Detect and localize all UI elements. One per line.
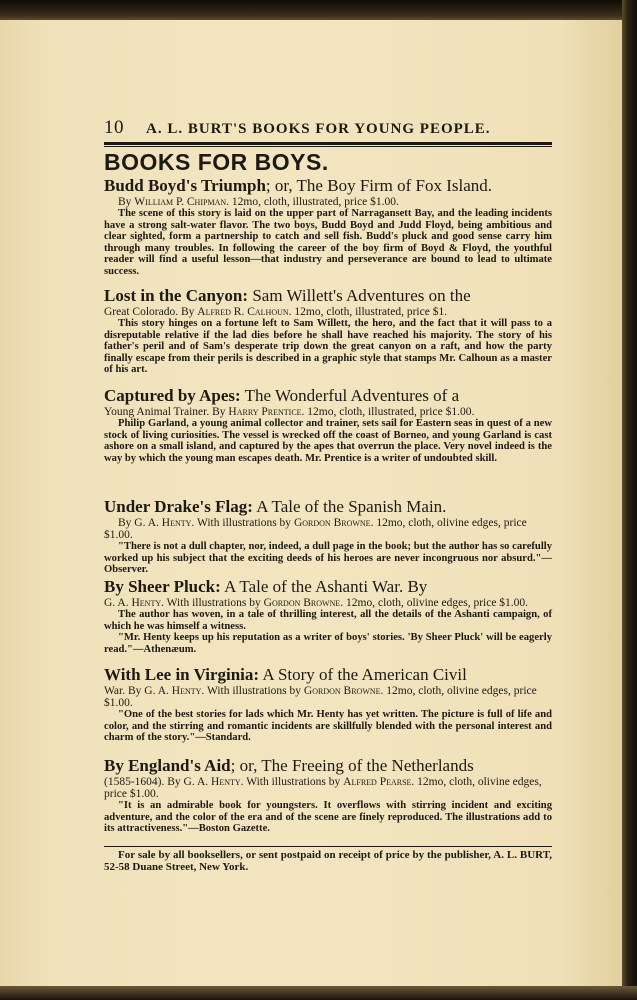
running-head-title: A. L. BURT'S BOOKS FOR YOUNG PEOPLE. bbox=[146, 121, 491, 137]
book-description: The author has woven, in a tale of thrilling interest, all the details of the Ashanti campaign, of which he was himself a witness. bbox=[104, 609, 552, 632]
page-top-edge bbox=[0, 0, 637, 22]
publication-info: G. A. Henty. With illustrations by Gordon Browne. 12mo, cloth, olivine edges, price $1.00. bbox=[104, 597, 529, 609]
illustrator-name: Alfred Pearse bbox=[343, 776, 412, 788]
book-title: By Sheer Pluck: A Tale of the Ashanti War. By bbox=[104, 577, 428, 596]
header-rule-thin bbox=[104, 146, 552, 147]
illustrator-name: Gordon Browne bbox=[303, 685, 381, 697]
author-name: Henty bbox=[131, 597, 162, 609]
book-title: By England's Aid; or, The Freeing of the Netherlands bbox=[104, 756, 474, 775]
book-title: Lost in the Canyon: Sam Willett's Adventures on the bbox=[104, 286, 471, 305]
publication-info: Great Colorado. By Alfred R. Calhoun. 12mo, cloth, illustrated, price $1. bbox=[104, 306, 448, 318]
author-name: Henty bbox=[171, 685, 202, 697]
publisher-footer: For sale by all booksellers, or sent postpaid on receipt of price by the publisher, A. L. BURT, 52-58 Duane Street, New York. bbox=[104, 849, 552, 873]
page-number: 10 bbox=[104, 117, 124, 138]
publication-info: By William P. Chipman. 12mo, cloth, illustrated, price $1.00. bbox=[118, 196, 399, 208]
running-head bbox=[104, 117, 552, 137]
book-title: Captured by Apes: The Wonderful Adventures of a bbox=[104, 386, 460, 405]
book-description: The scene of this story is laid on the upper part of Narragansett Bay, and the leading incidents have a strong salt-water flavor. The two boys, Budd Boyd and Judd Floyd, being ambitious and clear sighted, form a partnership to catch and sell fish. Budd's pluck and good sense carry him through many troubles. In following the career of the boy firm of Boyd & Floyd, the youthful reader will find a useful lesson—that industry and perseverance are bound to lead to ultimate success. bbox=[104, 208, 552, 277]
book-title: With Lee in Virginia: A Story of the American Civil bbox=[104, 665, 467, 684]
book-entry bbox=[104, 497, 552, 576]
footer-rule bbox=[104, 846, 552, 847]
book-title: Under Drake's Flag: A Tale of the Spanish Main. bbox=[104, 497, 447, 516]
illustrator-name: Gordon Browne bbox=[293, 517, 371, 529]
book-review-quote: "Mr. Henty keeps up his reputation as a writer of boys' stories. 'By Sheer Pluck' will be eagerly read."—Athenæum. bbox=[104, 632, 552, 655]
book-entry bbox=[104, 286, 552, 376]
author-name: Alfred R. Calhoun bbox=[197, 306, 289, 318]
author-name: William P. Chipman bbox=[134, 196, 227, 208]
book-description: "It is an admirable book for youngsters. It overflows with stirring incident and exciting adventure, and the color of the era and of the scene are finely reproduced. The illustrations add to its attractiveness."—Boston Gazette. bbox=[104, 800, 552, 834]
book-entry bbox=[104, 665, 552, 744]
book-description: "One of the best stories for lads which Mr. Henty has yet written. The picture is full of life and color, and the stirring and romantic incidents are skillfully blended with the personal interest and charm of the story."—Standard. bbox=[104, 709, 552, 743]
author-name: Henty bbox=[211, 776, 241, 788]
illustrator-name: Gordon Browne bbox=[263, 597, 341, 609]
book-title: Budd Boyd's Triumph; or, The Boy Firm of Fox Island. bbox=[104, 176, 493, 195]
book-entry bbox=[104, 386, 552, 464]
page-bottom-edge bbox=[0, 986, 637, 1000]
book-description: This story hinges on a fortune left to Sam Willett, the hero, and the fact that it will pass to a disreputable relative if the lad dies before he shall have reached his majority. The story of his father's peril and of Sam's desperate trip down the great canyon on a raft, and how the party finally escape from their perils is described in a graphic style that stamps Mr. Calhoun as a master of his art. bbox=[104, 318, 552, 375]
publication-info: War. By G. A. Henty. With illustrations by Gordon Browne. 12mo, cloth, olivine edges, price $1.00. bbox=[104, 685, 537, 709]
page-right-edge bbox=[622, 0, 637, 1000]
book-entry bbox=[104, 577, 552, 655]
book-description: "There is not a dull chapter, nor, indeed, a dull page in the book; but the author has so carefully worked up his subject that the exciting deeds of his heroes are never incongruous nor absurd."—Observer. bbox=[104, 541, 552, 575]
book-entry bbox=[104, 176, 552, 277]
publication-info: By G. A. Henty. With illustrations by Gordon Browne. 12mo, cloth, olivine edges, price $1.00. bbox=[104, 517, 527, 541]
author-name: Harry Prentice bbox=[228, 406, 302, 418]
book-description: Philip Garland, a young animal collector and trainer, sets sail for Eastern seas in quest of a new stock of living curiosities. The vessel is wrecked off the coast of Borneo, and young Garland is cast ashore on a small island, and captured by the apes that overrun the place. Very novel indeed is the way by which the young man escapes death. Mr. Prentice is a writer of undoubted skill. bbox=[104, 418, 552, 464]
author-name: Henty bbox=[161, 517, 192, 529]
publication-info: Young Animal Trainer. By Harry Prentice. 12mo, cloth, illustrated, price $1.00. bbox=[104, 406, 475, 418]
publication-info: (1585-1604). By G. A. Henty. With illustrations by Alfred Pearse. 12mo, cloth, olivine edges, price $1.00. bbox=[104, 776, 542, 800]
section-title: BOOKS FOR BOYS. bbox=[104, 149, 329, 175]
book-entry bbox=[104, 756, 552, 835]
header-rule-thick bbox=[104, 142, 552, 145]
